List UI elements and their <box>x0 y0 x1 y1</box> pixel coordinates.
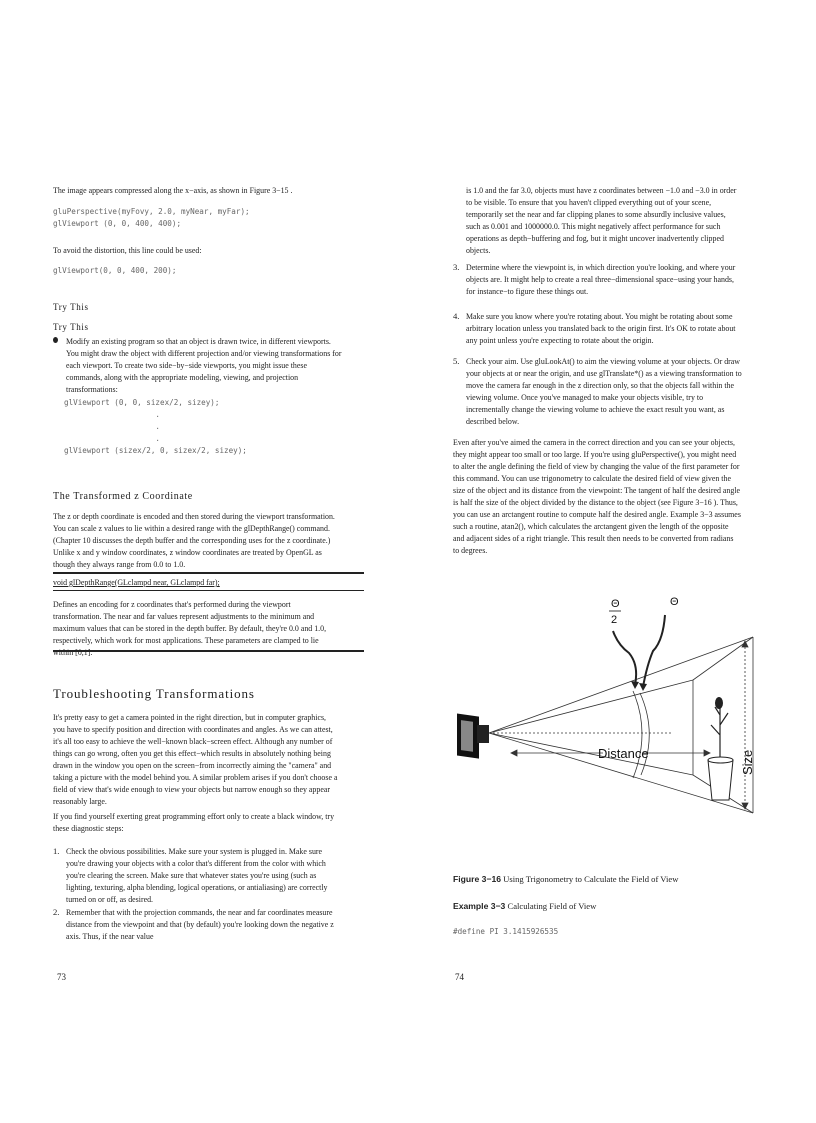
z-coordinate-paragraph: The z or depth coordinate is encoded and then stored during the viewport transformation. You can scale z values to lie within a desired range with the glDepthRange() command. (Chapter 10 discusses the depth buffer and the corresponding uses for the z coordinate.) Unlike x and y window coordinates, z window coordinates are treated by OpenGL as though they always range from 0.0 to 1.0. <box>53 511 335 569</box>
field-of-view-figure <box>453 585 766 825</box>
code-block-perspective: gluPerspective(myFovy, 2.0, myNear, myFar); glViewport (0, 0, 400, 400); <box>53 207 250 228</box>
code-define-pi: #define PI 3.1415926535 <box>453 927 559 936</box>
plant-pot-icon <box>708 697 733 800</box>
troubleshooting-paragraph: It's pretty easy to get a camera pointed in the right direction, but in computer graphics, you have to specify position and direction with coordinates and angles. As we can attest, it's all too easy to achieve the well−known black−screen effect. Although any number of things can go wrong, often you get this effect−which results in absolutely nothing being drawn in the window you open on the screen−from incorrectly aiming the "camera" and taking a picture with the model behind you. A similar problem arises if you don't choose a field of view that's wide enough to view your objects but narrow enough so they appear reasonably large. <box>53 712 338 806</box>
step-text: is 1.0 and the far 3.0, objects must have z coordinates between −1.0 and −3.0 in order to be visible. To ensure that you haven't clipped everything out of your scene, temporarily set the near and far clipping planes to some absurdly inclusive values, such as 0.001 and 1000000.0. This might negatively affect performance for such operations as depth−buffering and fog, but it might uncover inadvertently clipped objects. <box>466 185 737 255</box>
page-number: 73 <box>57 972 66 982</box>
left-page <box>53 0 364 1123</box>
step-text: Check the obvious possibilities. Make sure your system is plugged in. Make sure you're drawing your objects with a color that's different from the color with which you're clearing the screen. Make sure that whatever states you're using (such as lighting, texturing, alpha blending, logical operations, or antialiasing) are correctly turned on or off, as desired. <box>66 846 328 904</box>
page-number: 74 <box>455 972 464 982</box>
step-text: Check your aim. Use gluLookAt() to aim the viewing volume at your objects. Or draw your objects at or near the origin, and use glTranslate*() as a viewing transformation to move the camera far enough in the z direction only, so that the objects fall within the viewing volume. Once you've managed to make your objects visible, try to incrementally change the viewing volume to achieve the exact result you want, as described below. <box>466 356 742 426</box>
frustum-top-line <box>489 637 753 733</box>
try-this-label: Try This <box>53 322 89 332</box>
z-coordinate-heading: The Transformed z Coordinate <box>53 491 193 502</box>
theta-half-numerator: Θ <box>611 598 620 610</box>
function-mid-rule <box>53 590 364 591</box>
theta-half-denominator: 2 <box>611 614 618 626</box>
size-arrow <box>742 641 748 809</box>
step-text: Determine where the viewpoint is, in which direction you're looking, and where your objects are. It might help to create a real three−dimensional space−using your hands, for instance−to figure these things out. <box>466 262 736 296</box>
diagnostic-intro: If you find yourself exerting great programming effort only to create a black window, try these diagnostic steps: <box>53 811 335 833</box>
step-number: 4. <box>453 311 460 321</box>
theta-label: Θ <box>670 596 679 608</box>
intro-paragraph: The image appears compressed along the x−axis, as shown in Figure 3−15 . <box>53 185 293 195</box>
function-description: Defines an encoding for z coordinates that's performed during the viewport transformation. The near and far values represent adjustments to the minimum and maximum values that can be stored in the depth buffer. By default, they're 0.0 and 1.0, respectively, which work for most applications. These parameters are clamped to lie within [0,1]. <box>53 599 327 657</box>
figure-caption-text: Using Trigonometry to Calculate the Field of View <box>501 874 679 884</box>
size-label: Size <box>740 749 755 775</box>
angle-arc-outer <box>633 691 642 778</box>
theta-half-pointer <box>613 631 636 685</box>
frustum-inner-bottom-line <box>489 733 693 775</box>
example-caption-label: Example 3−3 <box>453 901 506 911</box>
right-page <box>453 0 766 1123</box>
step-text: Make sure you know where you're rotating about. You might be rotating about some arbitrary location unless you translated back to the origin first. It's OK to rotate about any point unless you're expecting to rotate about the origin. <box>466 311 736 345</box>
bullet-icon <box>53 337 58 343</box>
step-number: 3. <box>453 262 460 272</box>
code-block-viewport: glViewport(0, 0, 400, 200); <box>53 266 177 275</box>
frustum-inner-top-line <box>489 680 693 733</box>
angle-arc-inner <box>640 693 649 775</box>
distance-label: Distance <box>598 746 649 761</box>
step-number: 5. <box>453 356 460 366</box>
figure-caption-label: Figure 3−16 <box>453 874 502 884</box>
step-text: Remember that with the projection commands, the near and far coordinates measure distance from the viewpoint and that (by default) you're looking down the negative z axis. Thus, if the near value <box>66 907 334 941</box>
function-top-rule <box>53 572 364 574</box>
function-bottom-rule <box>53 650 364 652</box>
example-caption <box>453 900 596 912</box>
avoid-paragraph: To avoid the distortion, this line could be used: <box>53 245 202 255</box>
try-this-text: Modify an existing program so that an object is drawn twice, in different viewports. You might draw the object with different projection and/or viewing transformations for each viewport. To create two side−by−side viewports, you might issue these commands, along with the appropriate modeling, viewing, and projection transformations: <box>66 336 342 394</box>
step-number: 1. <box>53 846 60 856</box>
figure-caption <box>453 873 678 885</box>
step-number: 2. <box>53 907 60 917</box>
try-this-heading: Try This <box>53 302 89 312</box>
camera-icon <box>457 714 489 759</box>
code-block-two-viewports: glViewport (0, 0, sizex/2, sizey); . . . glViewport (sizex/2, 0, sizex/2, sizey); <box>64 398 247 455</box>
troubleshooting-heading: Troubleshooting Transformations <box>53 686 255 701</box>
even-after-paragraph: Even after you've aimed the camera in the correct direction and you can see your objects, they might appear too small or too large. If you're using gluPerspective(), you might need to alter the angle defining the field of view by changing the value of the first parameter for this command. You can use trigonometry to calculate the desired field of view given the size of the object and its distance from the viewpoint: The tangent of half the desired angle is half the size of the object divided by the distance to the object (see Figure 3−16 ). Thus, you can use an arctangent routine to compute half the desired angle. Example 3−3 assumes such a routine, atan2(), which calculates the arctangent given the length of the opposite and adjacent sides of a right triangle. This result then needs to be converted from radians to degrees. <box>453 437 741 555</box>
function-signature: void glDepthRange(GLclampd near, GLclampd far); <box>53 577 220 587</box>
example-caption-text: Calculating Field of View <box>505 901 597 911</box>
